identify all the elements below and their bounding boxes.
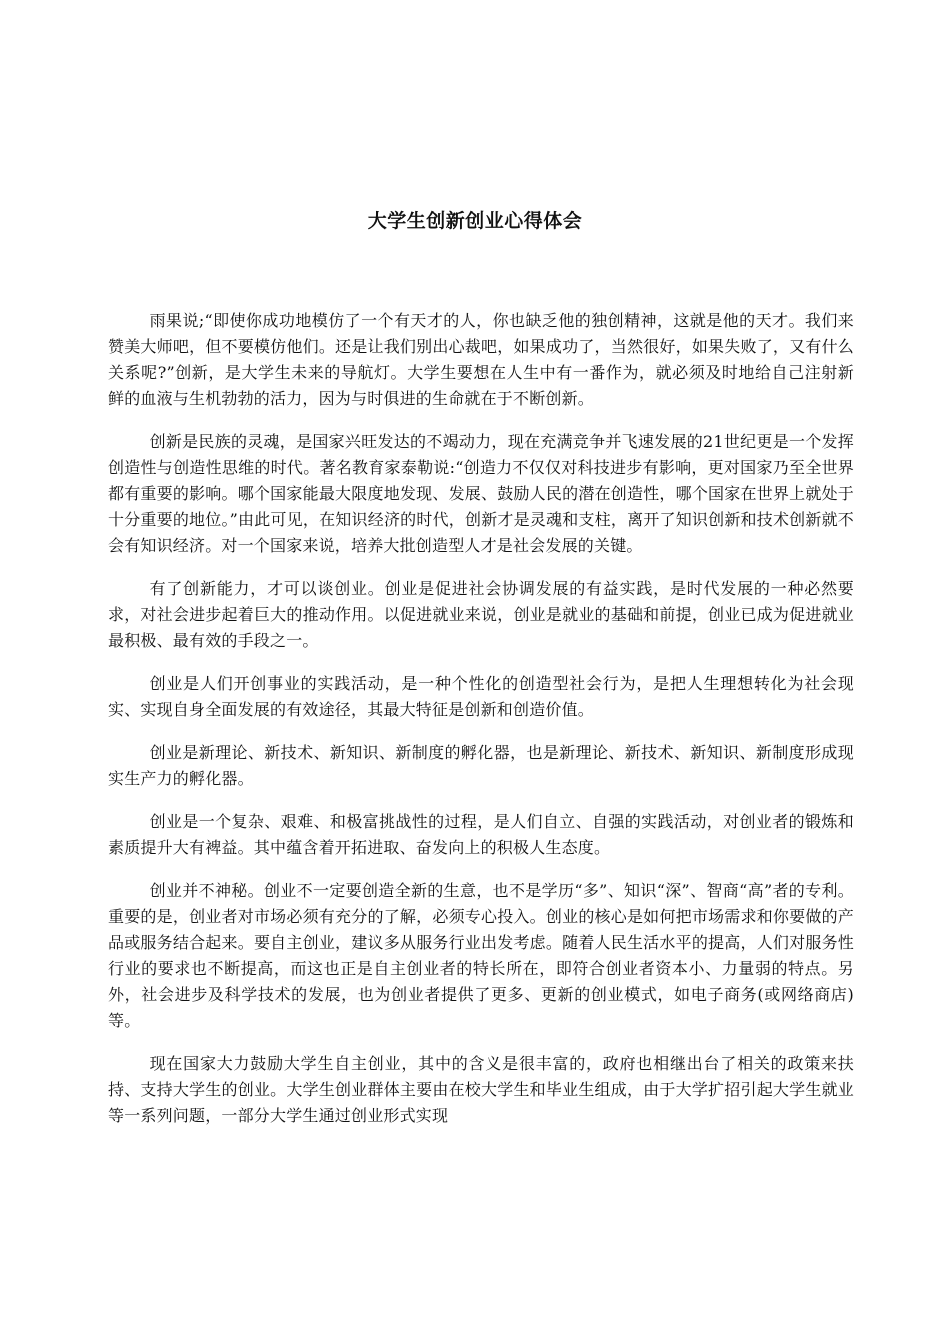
paragraph-5: 创业是新理论、新技术、新知识、新制度的孵化器，也是新理论、新技术、新知识、新制度形成现实生产力的孵化器。 — [108, 743, 854, 788]
paragraph-7: 创业并不神秘。创业不一定要创造全新的生意，也不是学历“多”、知识“深”、智商“高”者的专利。重要的是，创业者对市场必须有充分的了解，必须专心投入。创业的核心是如何把市场需求和你要做的产品或服务结合起来。要自主创业，建议多从服务行业出发考虑。随着人民生活水平的提高，人们对服务性行业的要求也不断提高，而这也正是自主创业者的特长所在，即符合创业者资本小、力量弱的特点。另外，社会进步及科学技术的发展，也为创业者提供了更多、更新的创业模式，如电子商务(或网络商店)等。 — [108, 881, 854, 1030]
paragraph-6: 创业是一个复杂、艰难、和极富挑战性的过程，是人们自立、自强的实践活动，对创业者的锻炼和素质提升大有裨益。其中蕴含着开拓进取、奋发向上的积极人生态度。 — [108, 812, 854, 857]
paragraph-4: 创业是人们开创事业的实践活动，是一种个性化的创造型社会行为，是把人生理想转化为社会现实、实现自身全面发展的有效途径，其最大特征是创新和创造价值。 — [108, 674, 854, 719]
paragraph-8: 现在国家大力鼓励大学生自主创业，其中的含义是很丰富的，政府也相继出台了相关的政策来扶持、支持大学生的创业。大学生创业群体主要由在校大学生和毕业生组成，由于大学扩招引起大学生就业等一系列问题，一部分大学生通过创业形式实现 — [108, 1054, 854, 1125]
paragraph-1: 雨果说;“即使你成功地模仿了一个有天才的人，你也缺乏他的独创精神，这就是他的天才。我们来赞美大师吧，但不要模仿他们。还是让我们别出心裁吧，如果成功了，当然很好，如果失败了，又有什么关系呢?”创新，是大学生未来的导航灯。大学生要想在人生中有一番作为，就必须及时地给自己注射新鲜的血液与生机勃勃的活力，因为与时俱进的生命就在于不断创新。 — [108, 311, 854, 408]
paragraph-3: 有了创新能力，才可以谈创业。创业是促进社会协调发展的有益实践，是时代发展的一种必然要求，对社会进步起着巨大的推动作用。以促进就业来说，创业是就业的基础和前提，创业已成为促进就业最积极、最有效的手段之一。 — [108, 579, 854, 650]
document-body — [108, 308, 854, 1146]
paragraph-2: 创新是民族的灵魂，是国家兴旺发达的不竭动力，现在充满竞争并飞速发展的21世纪更是一个发挥创造性与创造性思维的时代。著名教育家泰勒说:“创造力不仅仅对科技进步有影响，更对国家乃至全世界都有重要的影响。哪个国家能最大限度地发现、发展、鼓励人民的潜在创造性，哪个国家在世界上就处于十分重要的地位。”由此可见，在知识经济的时代，创新才是灵魂和支柱，离开了知识创新和技术创新就不会有知识经济。对一个国家来说，培养大批创造型人才是社会发展的关键。 — [108, 432, 854, 555]
document-title: 大学生创新创业心得体会 — [367, 210, 583, 232]
